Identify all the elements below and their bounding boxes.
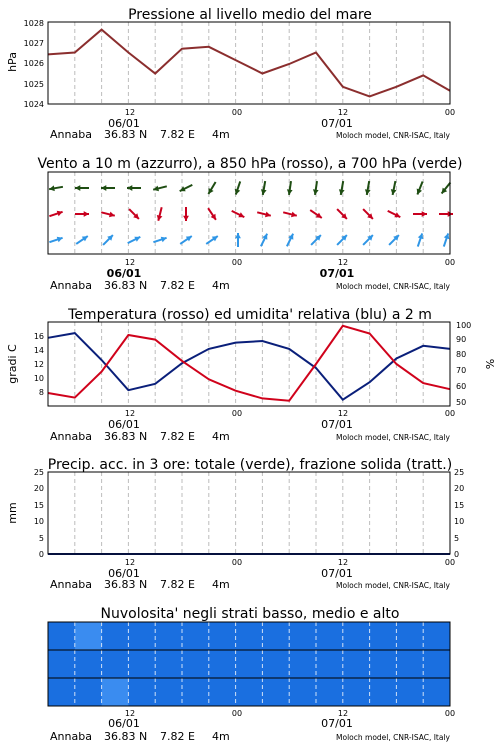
xtick: 12 [124, 108, 136, 117]
xtick: 00 [444, 108, 456, 117]
precip-ytick: 15 [33, 501, 44, 510]
xtick: 12 [337, 709, 349, 718]
model-credit: Moloch model, CNR-ISAC, Italy [336, 433, 450, 442]
xtick: 00 [444, 709, 456, 718]
cloud-cell [128, 650, 155, 678]
cloud-panel [48, 606, 455, 743]
cloud-cell [102, 650, 129, 678]
humidity-ytick: 70 [456, 366, 467, 375]
temperature-x-ticks [125, 409, 455, 418]
date-label: 07/01 [319, 267, 355, 280]
cloud-cells [48, 622, 451, 706]
elevation: 4m [212, 730, 230, 743]
cloud-cell [262, 650, 289, 678]
date-label: 06/01 [108, 567, 140, 580]
cloud-cell [289, 650, 316, 678]
precip-frame [48, 472, 450, 554]
precip-ytick: 20 [454, 484, 465, 493]
wind-arrow-head [183, 216, 189, 221]
precip-ytick: 15 [454, 501, 465, 510]
date-label: 06/01 [108, 117, 140, 130]
xtick: 12 [337, 558, 349, 567]
pressure-ytick: 1026 [23, 59, 44, 68]
model-credit: Moloch model, CNR-ISAC, Italy [336, 581, 450, 590]
wind-title: Vento a 10 m (azzurro), a 850 hPa (rosso), a 700 hPa (verde) [37, 156, 463, 172]
cloud-title: Nuvolosita' negli strati basso, medio e alto [100, 606, 400, 622]
pressure-ytick: 1027 [23, 39, 44, 48]
xtick: 12 [337, 258, 349, 267]
date-label: 06/01 [106, 267, 142, 280]
cloud-cell [48, 650, 75, 678]
precip-ytick: 10 [33, 517, 44, 526]
cloud-cell [370, 678, 397, 706]
xtick: 00 [444, 409, 456, 418]
location-name: Annaba [50, 430, 92, 443]
temperature-panel [6, 307, 496, 443]
location-name: Annaba [50, 578, 92, 591]
cloud-cell [289, 678, 316, 706]
cloud-cell [209, 622, 236, 650]
pressure-ylabel: hPa [6, 52, 19, 72]
location-name: Annaba [50, 128, 92, 141]
cloud-cell [236, 678, 263, 706]
humidity-ylabel: % [483, 358, 496, 370]
xtick: 12 [124, 409, 136, 418]
precip-ytick: 20 [33, 484, 44, 493]
temperature-ytick: 12 [33, 360, 44, 369]
humidity-ytick: 100 [456, 321, 472, 330]
cloud-cell [236, 650, 263, 678]
humidity-ytick: 60 [456, 382, 467, 391]
cloud-cell [48, 622, 75, 650]
precip-panel [6, 457, 464, 591]
cloud-cell [396, 650, 423, 678]
location-name: Annaba [50, 730, 92, 743]
cloud-cell [316, 622, 343, 650]
latitude: 36.83 N [104, 128, 148, 141]
elevation: 4m [212, 430, 230, 443]
humidity-ytick: 80 [456, 350, 467, 359]
cloud-cell [128, 678, 155, 706]
date-label: 07/01 [321, 567, 353, 580]
model-credit: Moloch model, CNR-ISAC, Italy [336, 733, 450, 742]
precip-x-ticks [125, 558, 455, 567]
cloud-cell [209, 678, 236, 706]
pressure-grid [75, 22, 423, 104]
precip-ytick: 25 [33, 468, 44, 477]
pressure-y-ticks [24, 19, 44, 109]
humidity-y-ticks [456, 321, 471, 407]
location-name: Annaba [50, 279, 92, 292]
xtick: 00 [444, 558, 456, 567]
cloud-cell [236, 622, 263, 650]
pressure-panel [6, 7, 455, 141]
elevation: 4m [212, 128, 230, 141]
cloud-cell [343, 678, 370, 706]
cloud-cell [128, 622, 155, 650]
temperature-ytick: 8 [38, 388, 44, 397]
xtick: 12 [337, 108, 349, 117]
pressure-ytick: 1024 [23, 100, 44, 109]
longitude: 7.82 E [160, 578, 195, 591]
cloud-cell [75, 622, 102, 650]
cloud-cell [396, 678, 423, 706]
cloud-cell [209, 650, 236, 678]
cloud-cell [182, 678, 209, 706]
cloud-cell [182, 650, 209, 678]
wind-grid [75, 172, 423, 254]
temperature-ytick: 10 [33, 374, 44, 383]
precip-grid [75, 472, 423, 554]
temperature-title: Temperatura (rosso) ed umidita' relativa (blu) a 2 m [68, 307, 432, 323]
xtick: 12 [337, 409, 349, 418]
xtick: 00 [231, 409, 243, 418]
wind-arrow-head [84, 211, 89, 217]
cloud-cell [182, 622, 209, 650]
wind-arrow-head [422, 211, 427, 217]
cloud-cell [370, 650, 397, 678]
temperature-ylabel: gradi C [6, 344, 19, 384]
wind-arrow-head [75, 185, 80, 191]
precip-ytick: 10 [454, 517, 465, 526]
precip-ylabel: mm [6, 502, 19, 524]
pressure-line [48, 30, 450, 97]
xtick: 12 [124, 709, 136, 718]
wind-arrow-head [101, 185, 106, 191]
precip-title: Precip. acc. in 3 ore: totale (verde), frazione solida (tratt.) [47, 457, 453, 473]
elevation: 4m [212, 578, 230, 591]
cloud-cell [423, 650, 450, 678]
model-credit: Moloch model, CNR-ISAC, Italy [336, 131, 450, 140]
cloud-cell [423, 622, 450, 650]
cloud-cell [262, 678, 289, 706]
precip-ytick: 5 [454, 534, 460, 543]
pressure-ytick: 1028 [23, 19, 44, 28]
cloud-cell [155, 650, 182, 678]
cloud-cell [343, 622, 370, 650]
pressure-title: Pressione al livello medio del mare [128, 7, 372, 23]
precip-ytick: 0 [454, 550, 460, 559]
xtick: 00 [444, 258, 456, 267]
pressure-x-ticks [125, 108, 455, 117]
wind-panel [37, 156, 462, 292]
cloud-cell [155, 622, 182, 650]
cloud-cell [75, 650, 102, 678]
cloud-cell [48, 678, 75, 706]
longitude: 7.82 E [160, 730, 195, 743]
precip-ytick: 0 [38, 550, 44, 559]
cloud-cell [343, 650, 370, 678]
xtick: 00 [231, 709, 243, 718]
temperature-ytick: 16 [33, 332, 44, 341]
cloud-cell [262, 622, 289, 650]
humidity-ytick: 50 [456, 398, 467, 407]
latitude: 36.83 N [104, 430, 148, 443]
xtick: 00 [231, 558, 243, 567]
latitude: 36.83 N [104, 279, 148, 292]
elevation: 4m [212, 279, 230, 292]
precip-y-ticks-left [34, 468, 44, 559]
precip-ytick: 5 [38, 534, 44, 543]
model-credit: Moloch model, CNR-ISAC, Italy [336, 282, 450, 291]
precip-y-ticks-right [454, 468, 464, 559]
cloud-cell [155, 678, 182, 706]
longitude: 7.82 E [160, 279, 195, 292]
cloud-cell [289, 622, 316, 650]
cloud-cell [102, 678, 129, 706]
wind-arrow-head [127, 185, 132, 191]
date-label: 07/01 [321, 717, 353, 730]
cloud-cell [102, 622, 129, 650]
pressure-ytick: 1025 [23, 80, 44, 89]
cloud-cell [316, 650, 343, 678]
xtick: 12 [124, 558, 136, 567]
xtick: 00 [231, 108, 243, 117]
date-label: 07/01 [321, 117, 353, 130]
humidity-line [48, 333, 450, 400]
cloud-cell [396, 622, 423, 650]
humidity-ytick: 90 [456, 335, 467, 344]
temperature-y-ticks [34, 332, 44, 397]
xtick: 00 [231, 258, 243, 267]
wind-x-ticks [125, 258, 455, 267]
temperature-ytick: 14 [33, 346, 44, 355]
date-label: 06/01 [108, 717, 140, 730]
longitude: 7.82 E [160, 128, 195, 141]
xtick: 12 [124, 258, 136, 267]
longitude: 7.82 E [160, 430, 195, 443]
cloud-x-ticks [125, 709, 455, 718]
wind-arrows [49, 181, 453, 247]
cloud-cell [316, 678, 343, 706]
cloud-cell [423, 678, 450, 706]
date-label: 06/01 [108, 418, 140, 431]
latitude: 36.83 N [104, 730, 148, 743]
latitude: 36.83 N [104, 578, 148, 591]
cloud-cell [370, 622, 397, 650]
wind-frame [48, 172, 450, 254]
precip-ytick: 25 [454, 468, 465, 477]
cloud-cell [75, 678, 102, 706]
date-label: 07/01 [321, 418, 353, 431]
